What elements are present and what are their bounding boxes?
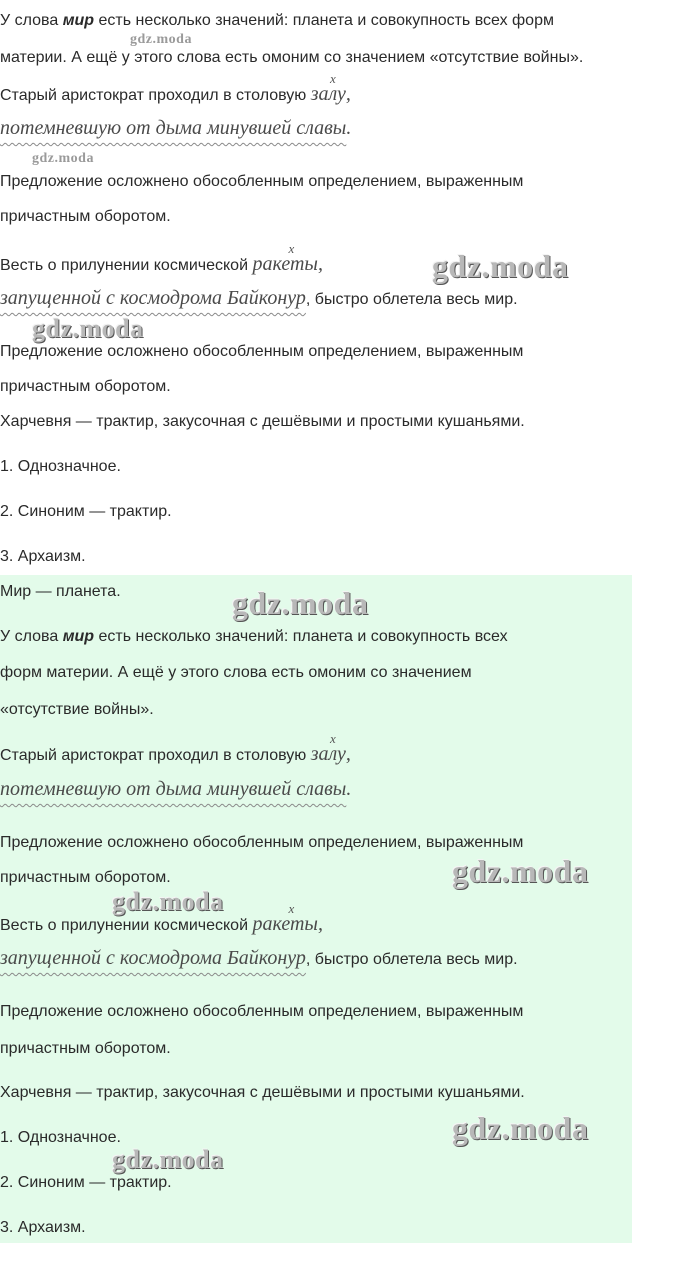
intro-sentence2-participle: запущенной с космодрома Байконур, быстро облетела весь мир. [0,287,518,309]
intro-expl2-line1: Предложение осложнено обособленным определением, выраженным [0,343,524,360]
watermark-logo: gdz.moda [452,853,589,889]
answer-expl1-line2: причастным оборотом. [0,869,171,886]
intro-p1-line2: материи. А ещё у этого слова есть омоним со значением «отсутствие войны». [0,49,584,66]
watermark-logo: gdz.moda [112,887,224,916]
intro-p1-line1: У слова мир есть несколько значений: планета и совокупность всех форм [0,12,554,29]
intro-item-3: 3. Архаизм. [0,548,86,565]
answer-p1-line1: У слова мир есть несколько значений: планета и совокупность всех [0,628,508,645]
answer-definition: Харчевня — трактир, закусочная с дешёвыми и простыми кушаньями. [0,1084,525,1101]
watermark-logo: gdz.moda [452,1110,589,1146]
watermark-logo: gdz.moda [32,314,144,343]
answer-expl2-line1: Предложение осложнено обособленным определением, выраженным [0,1003,524,1020]
intro-expl1-line1: Предложение осложнено обособленным определением, выраженным [0,173,524,190]
intro-expl2-line2: причастным оборотом. [0,378,171,395]
intro-expl1-line2: причастным оборотом. [0,208,171,225]
answer-p1-line3: «отсутствие войны». [0,701,154,718]
watermark-logo: gdz.moda [232,585,369,621]
intro-definition: Харчевня — трактир, закусочная с дешёвыми и простыми кушаньями. [0,413,525,430]
intro-sentence2: Весть о прилунении космической x ракеты, [0,241,323,275]
watermark-logo: gdz.moda [130,32,192,47]
answer-title: Мир — планета. [0,583,121,600]
intro-sentence1: Старый аристократ проходил в столовую x залу, [0,71,351,105]
answer-item-1: 1. Однозначное. [0,1129,121,1146]
watermark-logo: gdz.moda [112,1145,224,1174]
watermark-logo: gdz.moda [432,248,569,284]
answer-sentence1-participle: потемневшую от дыма минувшей славы. [0,778,352,800]
answer-expl1-line1: Предложение осложнено обособленным определением, выраженным [0,834,524,851]
answer-item-2: 2. Синоним — трактир. [0,1174,172,1191]
answer-expl2-line2: причастным оборотом. [0,1040,171,1057]
intro-sentence1-participle: потемневшую от дыма минувшей славы. [0,117,352,139]
intro-item-1: 1. Однозначное. [0,458,121,475]
answer-sentence2-participle: запущенной с космодрома Байконур, быстро облетела весь мир. [0,947,518,969]
intro-item-2: 2. Синоним — трактир. [0,503,172,520]
answer-item-3: 3. Архаизм. [0,1219,86,1236]
watermark-logo: gdz.moda [32,151,94,166]
answer-sentence2: Весть о прилунении космической x ракеты, [0,901,323,935]
answer-sentence1: Старый аристократ проходил в столовую x залу, [0,731,351,765]
answer-p1-line2: форм материи. А ещё у этого слова есть омоним со значением [0,664,472,681]
